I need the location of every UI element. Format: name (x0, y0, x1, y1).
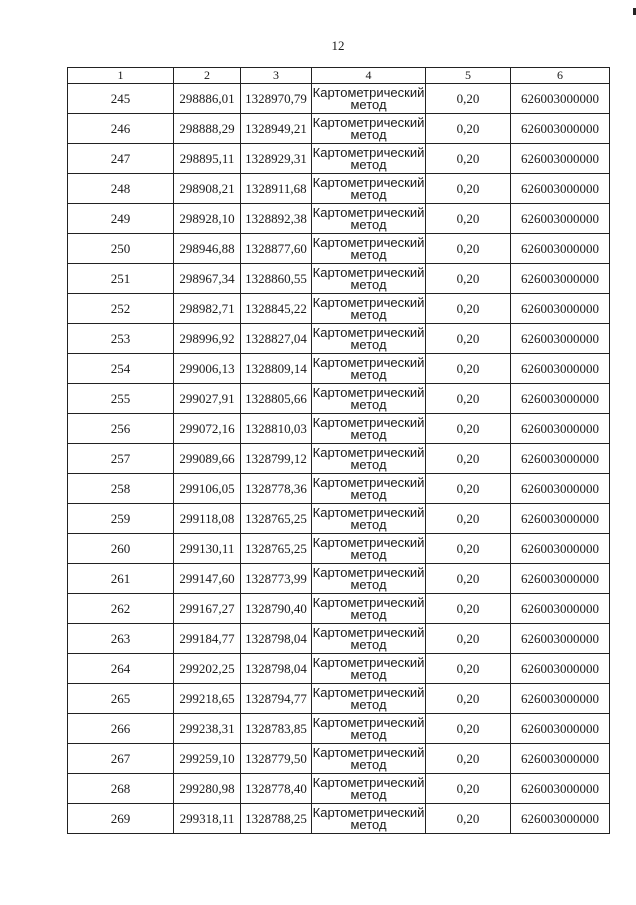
table-row (68, 474, 610, 504)
table-row (68, 234, 610, 264)
method-line-2: метод (350, 726, 387, 742)
y-coordinate-cell: 1328845,22 (241, 294, 312, 324)
table-row (68, 324, 610, 354)
method-line-1: Картометрический (312, 804, 425, 820)
method-line-1: Картометрический (312, 204, 425, 220)
table-row (68, 174, 610, 204)
method-line-1: Картометрический (312, 114, 425, 130)
accuracy-cell: 0,20 (426, 744, 511, 774)
x-coordinate-cell: 298888,29 (174, 114, 241, 144)
y-coordinate-cell: 1328798,04 (241, 654, 312, 684)
point-number-cell: 256 (68, 414, 174, 444)
y-coordinate-cell: 1328877,60 (241, 234, 312, 264)
point-number-cell: 248 (68, 174, 174, 204)
x-coordinate-cell: 298946,88 (174, 234, 241, 264)
x-coordinate-cell: 299006,13 (174, 354, 241, 384)
point-number-cell: 263 (68, 624, 174, 654)
accuracy-cell: 0,20 (426, 414, 511, 444)
method-line-2: метод (350, 636, 387, 652)
x-coordinate-cell: 299130,11 (174, 534, 241, 564)
table-row (68, 534, 610, 564)
page-number: 12 (331, 38, 345, 53)
method-cell (312, 594, 426, 624)
accuracy-cell: 0,20 (426, 564, 511, 594)
y-coordinate-cell: 1328810,03 (241, 414, 312, 444)
table-row (68, 504, 610, 534)
x-coordinate-cell: 299072,16 (174, 414, 241, 444)
point-number-cell: 261 (68, 564, 174, 594)
point-number-cell: 259 (68, 504, 174, 534)
method-cell (312, 654, 426, 684)
method-line-2: метод (350, 366, 387, 382)
x-coordinate-cell: 298908,21 (174, 174, 241, 204)
table-row (68, 84, 610, 114)
accuracy-cell: 0,20 (426, 204, 511, 234)
point-number-cell: 268 (68, 774, 174, 804)
x-coordinate-cell: 299027,91 (174, 384, 241, 414)
y-coordinate-cell: 1328778,36 (241, 474, 312, 504)
accuracy-cell: 0,20 (426, 264, 511, 294)
x-coordinate-cell: 299280,98 (174, 774, 241, 804)
method-line-2: метод (350, 156, 387, 172)
method-line-2: метод (350, 186, 387, 202)
accuracy-cell: 0,20 (426, 654, 511, 684)
cadastral-quarter-cell: 626003000000 (511, 564, 610, 594)
column-header: 6 (511, 68, 610, 84)
point-number-cell: 253 (68, 324, 174, 354)
method-line-2: метод (350, 756, 387, 772)
y-coordinate-cell: 1328827,04 (241, 324, 312, 354)
table-row (68, 414, 610, 444)
x-coordinate-cell: 299218,65 (174, 684, 241, 714)
point-number-cell: 267 (68, 744, 174, 774)
x-coordinate-cell: 298967,34 (174, 264, 241, 294)
cadastral-quarter-cell: 626003000000 (511, 594, 610, 624)
method-line-2: метод (350, 666, 387, 682)
cadastral-quarter-cell: 626003000000 (511, 534, 610, 564)
method-line-2: метод (350, 396, 387, 412)
y-coordinate-cell: 1328809,14 (241, 354, 312, 384)
accuracy-cell: 0,20 (426, 354, 511, 384)
point-number-cell: 252 (68, 294, 174, 324)
method-cell (312, 564, 426, 594)
method-line-2: метод (350, 516, 387, 532)
point-number-cell: 266 (68, 714, 174, 744)
cadastral-quarter-cell: 626003000000 (511, 624, 610, 654)
cadastral-quarter-cell: 626003000000 (511, 174, 610, 204)
accuracy-cell: 0,20 (426, 684, 511, 714)
y-coordinate-cell: 1328911,68 (241, 174, 312, 204)
point-number-cell: 265 (68, 684, 174, 714)
method-line-1: Картометрический (312, 264, 425, 280)
method-cell (312, 234, 426, 264)
accuracy-cell: 0,20 (426, 114, 511, 144)
method-cell (312, 174, 426, 204)
x-coordinate-cell: 299238,31 (174, 714, 241, 744)
table-row (68, 654, 610, 684)
table-row (68, 714, 610, 744)
y-coordinate-cell: 1328860,55 (241, 264, 312, 294)
cadastral-quarter-cell: 626003000000 (511, 714, 610, 744)
method-line-1: Картометрический (312, 624, 425, 640)
table-row (68, 114, 610, 144)
method-line-1: Картометрический (312, 684, 425, 700)
accuracy-cell: 0,20 (426, 804, 511, 834)
method-cell (312, 714, 426, 744)
column-header: 4 (312, 68, 426, 84)
y-coordinate-cell: 1328783,85 (241, 714, 312, 744)
x-coordinate-cell: 299106,05 (174, 474, 241, 504)
table-row (68, 774, 610, 804)
cadastral-quarter-cell: 626003000000 (511, 234, 610, 264)
method-cell (312, 384, 426, 414)
table-row (68, 444, 610, 474)
x-coordinate-cell: 298982,71 (174, 294, 241, 324)
cadastral-quarter-cell: 626003000000 (511, 774, 610, 804)
x-coordinate-cell: 299202,25 (174, 654, 241, 684)
method-cell (312, 204, 426, 234)
method-cell (312, 264, 426, 294)
cadastral-quarter-cell: 626003000000 (511, 684, 610, 714)
method-line-2: метод (350, 816, 387, 832)
table-row (68, 294, 610, 324)
cadastral-quarter-cell: 626003000000 (511, 324, 610, 354)
method-line-1: Картометрический (312, 744, 425, 760)
cadastral-quarter-cell: 626003000000 (511, 414, 610, 444)
y-coordinate-cell: 1328765,25 (241, 534, 312, 564)
y-coordinate-cell: 1328805,66 (241, 384, 312, 414)
table-row (68, 624, 610, 654)
method-line-2: метод (350, 276, 387, 292)
y-coordinate-cell: 1328765,25 (241, 504, 312, 534)
cadastral-quarter-cell: 626003000000 (511, 804, 610, 834)
method-line-2: метод (350, 126, 387, 142)
method-cell (312, 504, 426, 534)
method-line-1: Картометрический (312, 384, 425, 400)
point-number-cell: 264 (68, 654, 174, 684)
accuracy-cell: 0,20 (426, 294, 511, 324)
cadastral-quarter-cell: 626003000000 (511, 294, 610, 324)
y-coordinate-cell: 1328799,12 (241, 444, 312, 474)
cadastral-quarter-cell: 626003000000 (511, 144, 610, 174)
x-coordinate-cell: 298996,92 (174, 324, 241, 354)
method-line-1: Картометрический (312, 594, 425, 610)
method-line-1: Картометрический (312, 84, 425, 100)
method-line-2: метод (350, 606, 387, 622)
cadastral-quarter-cell: 626003000000 (511, 744, 610, 774)
x-coordinate-cell: 299089,66 (174, 444, 241, 474)
method-line-1: Картометрический (312, 294, 425, 310)
method-line-1: Картометрический (312, 774, 425, 790)
method-line-2: метод (350, 336, 387, 352)
y-coordinate-cell: 1328779,50 (241, 744, 312, 774)
method-line-2: метод (350, 216, 387, 232)
method-line-1: Картометрический (312, 324, 425, 340)
method-cell (312, 354, 426, 384)
method-cell (312, 444, 426, 474)
cadastral-quarter-cell: 626003000000 (511, 264, 610, 294)
point-number-cell: 258 (68, 474, 174, 504)
table-row (68, 744, 610, 774)
point-number-cell: 260 (68, 534, 174, 564)
accuracy-cell: 0,20 (426, 144, 511, 174)
table-row (68, 804, 610, 834)
cadastral-quarter-cell: 626003000000 (511, 384, 610, 414)
column-header: 2 (174, 68, 241, 84)
point-number-cell: 250 (68, 234, 174, 264)
method-line-1: Картометрический (312, 474, 425, 490)
column-header: 3 (241, 68, 312, 84)
method-line-2: метод (350, 426, 387, 442)
point-number-cell: 255 (68, 384, 174, 414)
point-number-cell: 262 (68, 594, 174, 624)
y-coordinate-cell: 1328794,77 (241, 684, 312, 714)
cadastral-quarter-cell: 626003000000 (511, 114, 610, 144)
method-line-1: Картометрический (312, 174, 425, 190)
method-line-2: метод (350, 576, 387, 592)
y-coordinate-cell: 1328788,25 (241, 804, 312, 834)
method-cell (312, 324, 426, 354)
x-coordinate-cell: 299147,60 (174, 564, 241, 594)
table-row (68, 384, 610, 414)
y-coordinate-cell: 1328773,99 (241, 564, 312, 594)
point-number-cell: 246 (68, 114, 174, 144)
cadastral-quarter-cell: 626003000000 (511, 504, 610, 534)
table-row (68, 354, 610, 384)
method-line-1: Картометрический (312, 504, 425, 520)
cadastral-quarter-cell: 626003000000 (511, 204, 610, 234)
cadastral-quarter-cell: 626003000000 (511, 84, 610, 114)
accuracy-cell: 0,20 (426, 234, 511, 264)
table-row (68, 144, 610, 174)
point-number-cell: 269 (68, 804, 174, 834)
method-line-1: Картометрический (312, 414, 425, 430)
cadastral-quarter-cell: 626003000000 (511, 654, 610, 684)
method-line-1: Картометрический (312, 354, 425, 370)
accuracy-cell: 0,20 (426, 174, 511, 204)
coordinates-table (67, 67, 610, 834)
accuracy-cell: 0,20 (426, 444, 511, 474)
method-line-1: Картометрический (312, 534, 425, 550)
method-line-2: метод (350, 456, 387, 472)
x-coordinate-cell: 299167,27 (174, 594, 241, 624)
cadastral-quarter-cell: 626003000000 (511, 354, 610, 384)
x-coordinate-cell: 299318,11 (174, 804, 241, 834)
y-coordinate-cell: 1328790,40 (241, 594, 312, 624)
method-line-2: метод (350, 246, 387, 262)
x-coordinate-cell: 299184,77 (174, 624, 241, 654)
point-number-cell: 257 (68, 444, 174, 474)
table-row (68, 594, 610, 624)
y-coordinate-cell: 1328778,40 (241, 774, 312, 804)
accuracy-cell: 0,20 (426, 504, 511, 534)
method-line-1: Картометрический (312, 714, 425, 730)
method-line-1: Картометрический (312, 654, 425, 670)
accuracy-cell: 0,20 (426, 384, 511, 414)
method-cell (312, 114, 426, 144)
point-number-cell: 249 (68, 204, 174, 234)
x-coordinate-cell: 298928,10 (174, 204, 241, 234)
method-line-1: Картометрический (312, 564, 425, 580)
table-row (68, 564, 610, 594)
method-cell (312, 624, 426, 654)
method-line-2: метод (350, 546, 387, 562)
method-line-2: метод (350, 486, 387, 502)
method-cell (312, 294, 426, 324)
y-coordinate-cell: 1328929,31 (241, 144, 312, 174)
y-coordinate-cell: 1328970,79 (241, 84, 312, 114)
accuracy-cell: 0,20 (426, 84, 511, 114)
method-cell (312, 774, 426, 804)
method-line-1: Картометрический (312, 144, 425, 160)
point-number-cell: 251 (68, 264, 174, 294)
cadastral-quarter-cell: 626003000000 (511, 474, 610, 504)
method-cell (312, 144, 426, 174)
x-coordinate-cell: 298895,11 (174, 144, 241, 174)
method-line-1: Картометрический (312, 444, 425, 460)
method-cell (312, 474, 426, 504)
method-cell (312, 684, 426, 714)
column-header: 1 (68, 68, 174, 84)
x-coordinate-cell: 299118,08 (174, 504, 241, 534)
method-line-2: метод (350, 96, 387, 112)
method-line-2: метод (350, 786, 387, 802)
x-coordinate-cell: 299259,10 (174, 744, 241, 774)
accuracy-cell: 0,20 (426, 324, 511, 354)
method-cell (312, 744, 426, 774)
table-row (68, 264, 610, 294)
point-number-cell: 254 (68, 354, 174, 384)
point-number-cell: 247 (68, 144, 174, 174)
y-coordinate-cell: 1328949,21 (241, 114, 312, 144)
accuracy-cell: 0,20 (426, 624, 511, 654)
table-row (68, 684, 610, 714)
column-header: 5 (426, 68, 511, 84)
method-cell (312, 534, 426, 564)
accuracy-cell: 0,20 (426, 714, 511, 744)
point-number-cell: 245 (68, 84, 174, 114)
y-coordinate-cell: 1328798,04 (241, 624, 312, 654)
method-line-2: метод (350, 306, 387, 322)
x-coordinate-cell: 298886,01 (174, 84, 241, 114)
accuracy-cell: 0,20 (426, 474, 511, 504)
y-coordinate-cell: 1328892,38 (241, 204, 312, 234)
method-line-1: Картометрический (312, 234, 425, 250)
accuracy-cell: 0,20 (426, 534, 511, 564)
method-cell (312, 414, 426, 444)
accuracy-cell: 0,20 (426, 594, 511, 624)
cadastral-quarter-cell: 626003000000 (511, 444, 610, 474)
header-row (68, 68, 610, 84)
accuracy-cell: 0,20 (426, 774, 511, 804)
method-line-2: метод (350, 696, 387, 712)
method-cell (312, 84, 426, 114)
table-row (68, 204, 610, 234)
method-cell (312, 804, 426, 834)
